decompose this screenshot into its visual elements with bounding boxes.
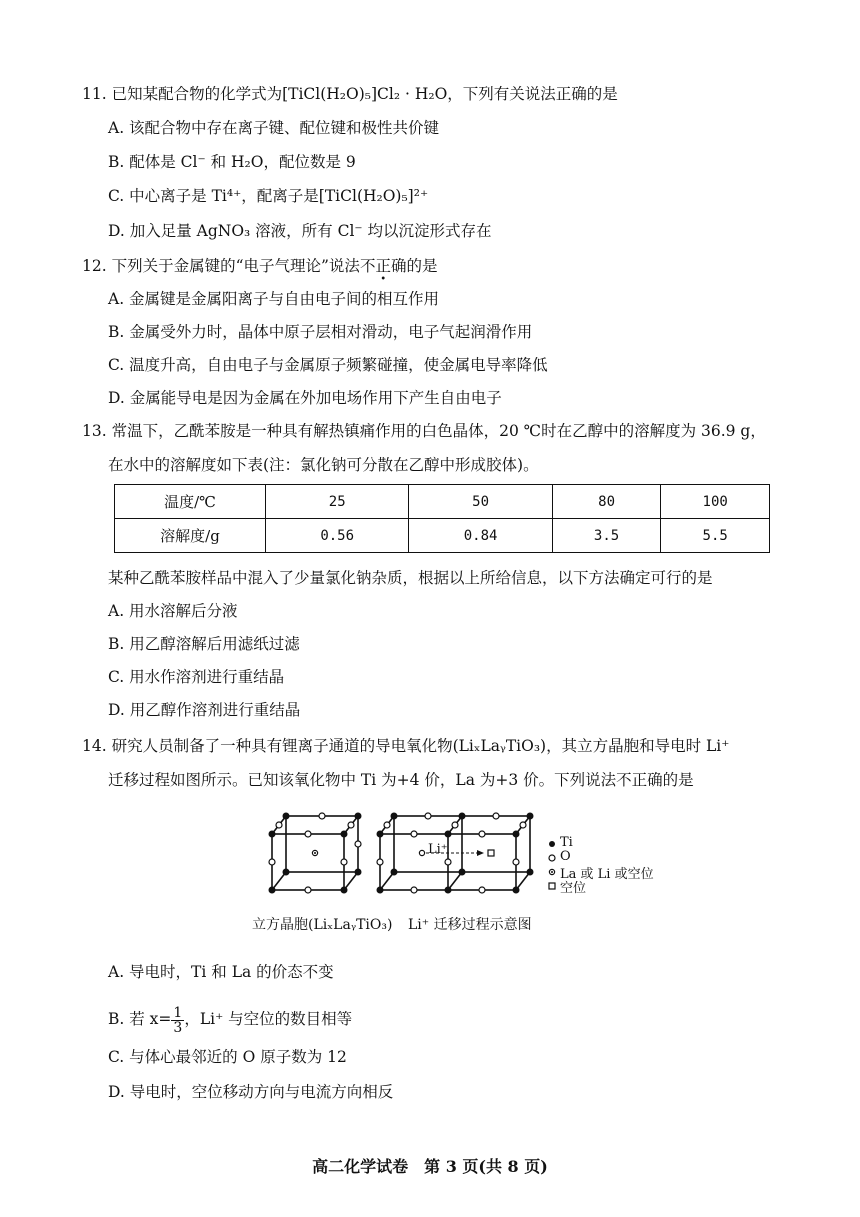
legend-vacancy: 空位: [560, 881, 587, 896]
q12-option-c: C. 温度升高，自由电子与金属原子频繁碰撞，使金属电导率降低: [108, 356, 548, 374]
legend-la-li-vacancy: La 或 Li 或空位: [560, 867, 654, 882]
q14-stem-line2: 迁移过程如图所示。已知该氧化物中 Ti 为+4 价，La 为+3 价。下列说法不正确的是: [108, 771, 694, 789]
q13-after-table: 某种乙酰苯胺样品中混入了少量氯化钠杂质，根据以上所给信息，以下方法确定可行的是: [108, 569, 713, 587]
table-row-header: 溶解度/g: [115, 519, 266, 553]
table-cell: 50: [409, 485, 552, 519]
figure-caption-right: Li⁺ 迁移过程示意图: [408, 917, 532, 933]
table-row-header: 温度/℃: [115, 485, 266, 519]
legend-o: O: [560, 849, 571, 864]
q13-option-c: C. 用水作溶剂进行重结晶: [108, 668, 285, 686]
q11-option-c: C. 中心离子是 Ti⁴⁺，配离子是[TiCl(H₂O)₅]²⁺: [108, 187, 429, 205]
q14-option-c: C. 与体心最邻近的 O 原子数为 12: [108, 1048, 347, 1066]
q14-option-d: D. 导电时，空位移动方向与电流方向相反: [108, 1083, 394, 1101]
q11-option-b: B. 配体是 Cl⁻ 和 H₂O，配位数是 9: [108, 153, 356, 171]
q14-option-b: B. 若 x= $\frac{1}{3}$ ，Li⁺ 与空位的数目相等: [108, 1004, 353, 1036]
q12-emphasis-dots: 不正确: [359, 257, 407, 275]
table-cell: 0.56: [266, 519, 409, 553]
li-ion-label: Li⁺: [428, 842, 448, 857]
q12-stem: 12. 下列关于金属键的“电子气理论”说法不正确的是: [82, 257, 438, 275]
table-row: [115, 519, 770, 553]
table-cell: 25: [266, 485, 409, 519]
fraction: $\frac{1}{3}$: [173, 1004, 183, 1036]
figure-caption-left: 立方晶胞(LiₓLaᵧTiO₃): [252, 917, 393, 933]
q14-option-a: A. 导电时，Ti 和 La 的价态不变: [108, 963, 334, 981]
solubility-table: [114, 484, 770, 553]
crystal-figure: [262, 812, 662, 912]
q11-option-d: D. 加入足量 AgNO₃ 溶液，所有 Cl⁻ 均以沉淀形式存在: [108, 222, 492, 240]
q11-stem: 11. 已知某配合物的化学式为[TiCl(H₂O)₅]Cl₂ · H₂O，下列有关说法正确的是: [82, 85, 618, 103]
q13-option-b: B. 用乙醇溶解后用滤纸过滤: [108, 635, 300, 653]
q13-stem-line2: 在水中的溶解度如下表(注：氯化钠可分散在乙醇中形成胶体)。: [108, 456, 539, 474]
q13-option-a: A. 用水溶解后分液: [108, 602, 238, 620]
legend-ti: Ti: [560, 835, 573, 850]
table-cell: 0.84: [409, 519, 552, 553]
table-cell: 5.5: [661, 519, 770, 553]
q14-stem-line1: 14. 研究人员制备了一种具有锂离子通道的导电氧化物(LiₓLaᵧTiO₃)，其立方晶胞和导电时 Li⁺: [82, 737, 730, 755]
q11-option-a: A. 该配合物中存在离子键、配位键和极性共价键: [108, 119, 440, 137]
table-cell: 3.5: [552, 519, 661, 553]
table-cell: 80: [552, 485, 661, 519]
page-footer: 高二化学试卷 第 3 页(共 8 页): [312, 1157, 548, 1176]
q12-option-a: A. 金属键是金属阳离子与自由电子间的相互作用: [108, 290, 440, 308]
q12-option-d: D. 金属能导电是因为金属在外加电场作用下产生自由电子: [108, 389, 502, 407]
table-row: [115, 485, 770, 519]
q13-stem-line1: 13. 常温下，乙酰苯胺是一种具有解热镇痛作用的白色晶体，20 ℃时在乙醇中的溶解度为 36.9 g，: [82, 422, 766, 440]
q13-option-d: D. 用乙醇作溶剂进行重结晶: [108, 701, 301, 719]
q12-option-b: B. 金属受外力时，晶体中原子层相对滑动，电子气起润滑作用: [108, 323, 533, 341]
table-cell: 100: [661, 485, 770, 519]
